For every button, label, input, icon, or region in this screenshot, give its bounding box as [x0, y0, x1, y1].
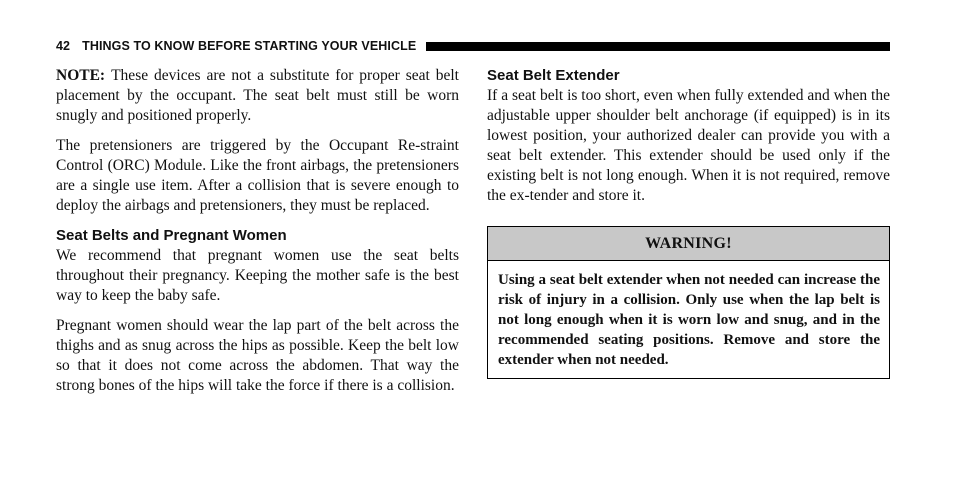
note-label: NOTE: [56, 67, 106, 84]
warning-title: WARNING! [488, 227, 889, 261]
left-column [56, 66, 459, 406]
extender-paragraph: If a seat belt is too short, even when fully extended and when the adjustable upper shoulder belt anchorage (if equipped) is in its lowest position, your authorized dealer can provide you with a seat belt extender. This extender should be used only if the existing belt is not long enough. When it is not required, remove the ex-tender and store it. [487, 87, 890, 204]
note-paragraph [56, 66, 459, 126]
pregnant-paragraph-1: We recommend that pregnant women use the seat belts throughout their pregnancy. Keeping the mother safe is the best way to keep the baby safe. [56, 247, 459, 304]
running-title: THINGS TO KNOW BEFORE STARTING YOUR VEHICLE [82, 39, 417, 53]
pregnant-paragraph-2: Pregnant women should wear the lap part of the belt across the thighs and as snug across the hips as possible. Keep the belt low so that it does not come across the abdomen. That way the strong bones of the hips will take the force if there is a collision. [56, 317, 459, 394]
running-header [56, 38, 890, 54]
seat-belt-extender-heading: Seat Belt Extender [487, 67, 620, 84]
note-text: These devices are not a substitute for proper seat belt placement by the occupant. The seat belt must still be worn snugly and positioned properly. [56, 67, 459, 124]
warning-box [487, 226, 890, 379]
pregnant-women-heading: Seat Belts and Pregnant Women [56, 227, 287, 244]
header-rule [426, 42, 890, 51]
page-number: 42 [56, 39, 71, 53]
warning-text: Using a seat belt extender when not needed can increase the risk of injury in a collision. Only use when the lap belt is not long enough when it is worn low and snug, and in the recommended seating positions. Remove and store the extender when not needed. [498, 272, 880, 368]
right-column [487, 66, 890, 379]
pretensioners-paragraph: The pretensioners are triggered by the Occupant Re-straint Control (ORC) Module. Like the front airbags, the pretensioners are a single use item. After a collision that is severe enough to deploy the airbags and pretensioners, they must be replaced. [56, 137, 459, 214]
